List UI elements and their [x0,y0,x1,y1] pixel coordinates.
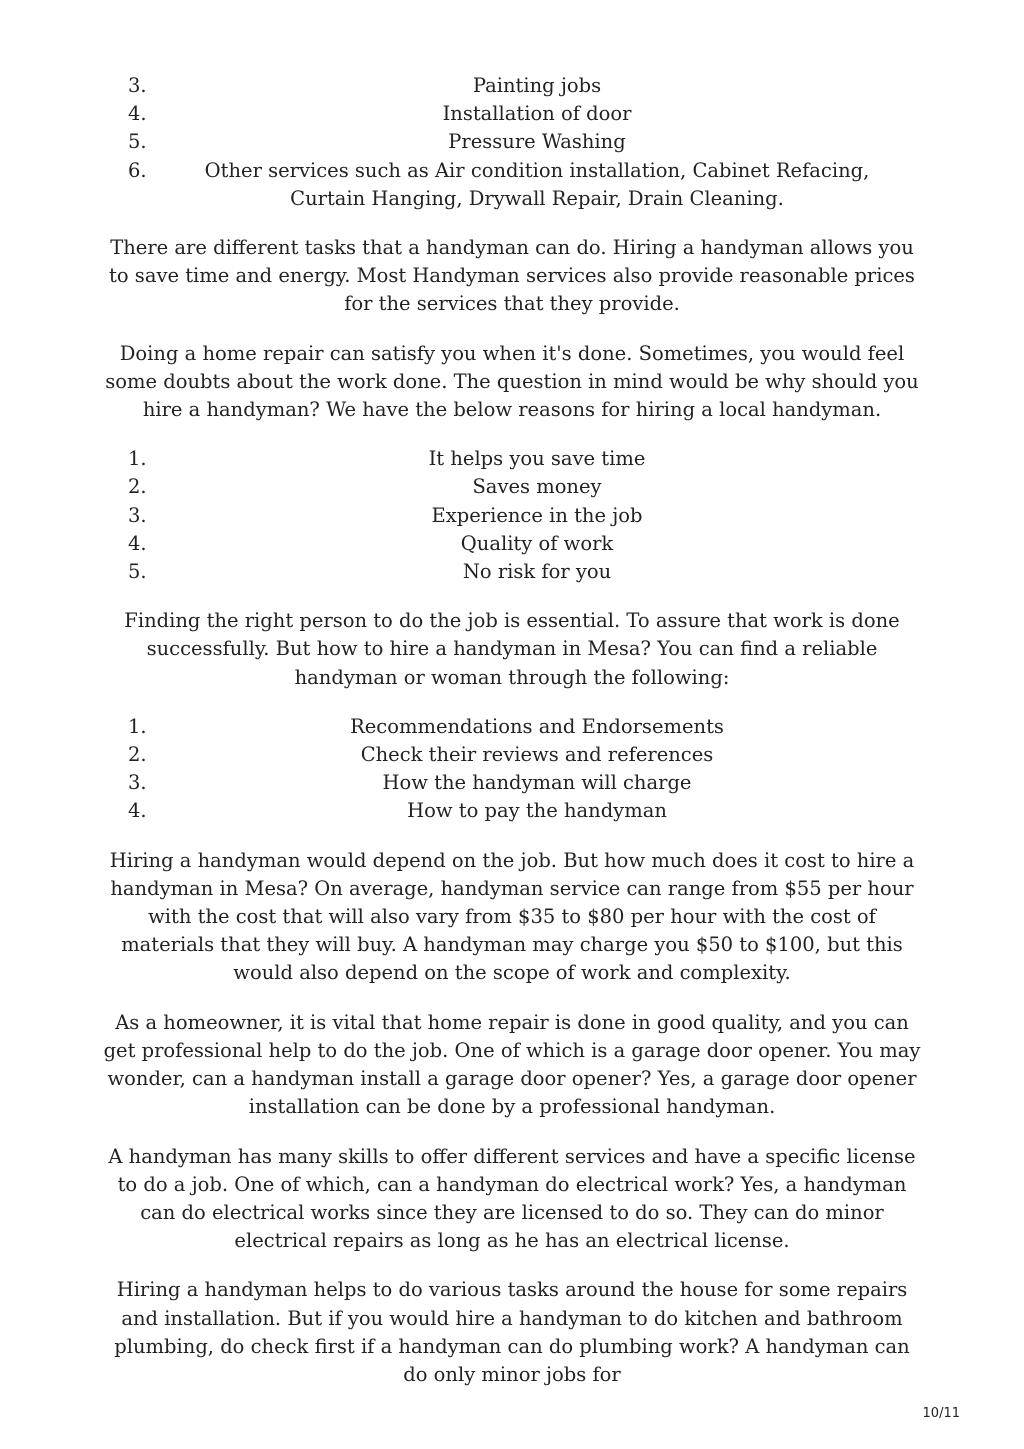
reasons-list [100,445,924,586]
list-item-number: 5. [128,130,147,154]
list-item [100,797,924,825]
list-item-number: 4. [128,531,147,555]
list-item-number: 3. [128,74,147,97]
list-item-number: 1. [128,447,147,471]
list-item-number: 3. [128,771,147,795]
list-item [100,502,924,530]
list-item-text: It helps you save time [428,447,646,471]
list-item [100,558,924,586]
hiring-steps-list [100,713,924,826]
list-item-text: Pressure Washing [448,130,626,154]
list-item-number: 4. [128,102,147,126]
list-item [100,713,924,741]
list-item [100,769,924,797]
list-item-text: Other services such as Air condition installation, Cabinet Refacing, Curtain Hanging, Drywall Repair, Drain Cleaning. [204,158,870,210]
list-item-number: 1. [128,714,147,738]
list-item-text: Experience in the job [431,503,643,527]
list-item [100,72,924,100]
list-item [100,157,924,213]
list-item [100,741,924,769]
paragraph-garage-door: As a homeowner, it is vital that home repair is done in good quality, and you can get professional help to do the job. One of which is a garage door opener. You may wonder, can a handyman install a garage door opener? Yes, a garage door opener installation can be done by a professional handyman. [103,1010,921,1119]
list-item-number: 2. [128,475,147,499]
list-item [100,445,924,473]
list-item [100,473,924,501]
list-item-number: 3. [128,503,147,527]
list-item-text: Recommendations and Endorsements [350,714,724,738]
list-item-text: How the handyman will charge [382,771,692,795]
paragraph-home-repair: Doing a home repair can satisfy you when it's done. Sometimes, you would feel some doubts about the work done. The question in mind would be why should you hire a handyman? We have the below reasons for hiring a local handyman. [105,341,919,422]
list-item-text: Saves money [472,475,602,499]
list-item-number: 5. [128,560,147,584]
page-number: 10/11 [922,1406,960,1421]
services-list [100,72,924,213]
paragraph-plumbing: Hiring a handyman helps to do various tasks around the house for some repairs and installation. But if you would hire a handyman to do kitchen and bathroom plumbing, do check first if a handyman can do plumbing work? A handyman can do only minor jobs for [114,1278,910,1386]
page-content [100,72,924,1389]
paragraph-cost: Hiring a handyman would depend on the job. But how much does it cost to hire a handyman in Mesa? On average, handyman service can range from $55 per hour with the cost that will also vary from $35 to $80 per hour with the cost of materials that they will buy. A handyman may charge you $50 to $100, but this would also depend on the scope of work and complexity. [109,848,915,985]
list-item-number: 2. [128,743,147,767]
list-item-text: Check their reviews and references [360,743,714,767]
list-item-text: No risk for you [462,560,612,584]
list-item-text: Painting jobs [472,74,602,97]
list-item [100,530,924,558]
list-item-number: 4. [128,799,147,823]
list-item [100,100,924,128]
list-item-text: Quality of work [460,531,614,555]
list-item-text: How to pay the handyman [407,799,667,823]
paragraph-electrical: A handyman has many skills to offer different services and have a specific license to do a job. One of which, can a handyman do electrical work? Yes, a handyman can do electrical works since they are licensed to do so. They can do minor electrical repairs as long as he has an electrical license. [108,1144,916,1253]
list-item-number: 6. [128,158,147,182]
paragraph-finding: Finding the right person to do the job is essential. To assure that work is done successfully. But how to hire a handyman in Mesa? You can find a reliable handyman or woman through the following: [124,609,900,689]
list-item-text: Installation of door [442,102,632,126]
list-item [100,128,924,156]
paragraph-tasks: There are different tasks that a handyman can do. Hiring a handyman allows you to save time and energy. Most Handyman services also provide reasonable prices for the services that they provide. [109,236,915,316]
